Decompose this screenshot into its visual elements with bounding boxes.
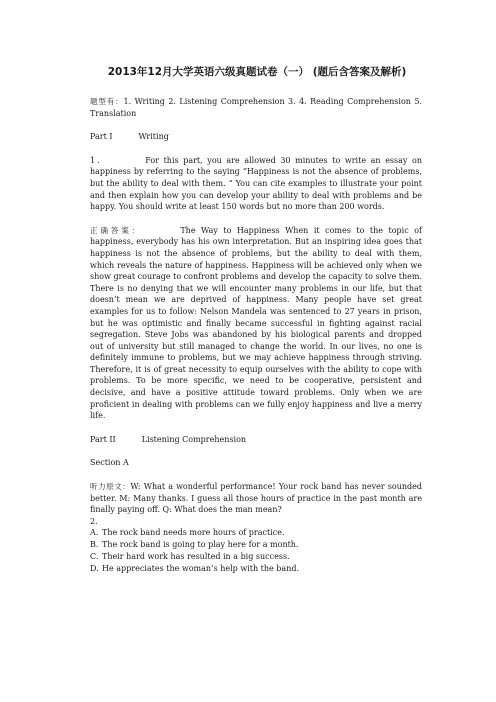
question-1 bbox=[90, 155, 422, 213]
question-types-label: 题型有： bbox=[90, 97, 124, 106]
part1-heading bbox=[90, 131, 422, 143]
question-types-text: 1. Writing 2. Listening Comprehension 3. 4. Reading Comprehension 5. Translation bbox=[90, 97, 423, 118]
option-d-letter: D． bbox=[90, 563, 105, 573]
listening-label: 听力原文： bbox=[90, 482, 131, 492]
part2-heading bbox=[90, 434, 422, 446]
question-1-number: 1． bbox=[90, 155, 108, 165]
answer-text: The Way to Happiness When it comes to the topic of happiness, everybody has his own interpretation. But an inspiring idea goes that happiness is not the absence of problems, but the ability to deal with them, which reveals the nature of happiness. Happiness will be achieved only when we show great courage to confront problems and develop the capacity to solve them. There is no denying that we will encounter many problems in our life, but that doesn’t mean we are deprived of happiness. Many people have set great examples for us to follow: Nelson Mandela was sentenced to 27 years in prison, but he was optimistic and finally became successful in fighting against racial segregation. Steve Jobs was abandoned by his biological parents and dropped out of university but still managed to change the world. In our lives, no one is definitely immune to problems, but we may achieve happiness through striving. Therefore, it is of great necessity to equip ourselves with the ability to cope with problems. To be more specific, we need to be cooperative, persistent and decisive, and have a positive attitude toward problems. Only when we are proficient in dealing with problems can we fully enjoy happiness and live a merry life. bbox=[90, 225, 422, 421]
option-a-text: The rock band needs more hours of practice. bbox=[102, 528, 285, 538]
document-title: 2013年12月大学英语六级真题试卷（一） (题后含答案及解析) bbox=[107, 66, 407, 78]
part2-title: Listening Comprehension bbox=[141, 434, 247, 444]
section-a-heading: Section A bbox=[90, 458, 129, 468]
part2-label: Part II bbox=[90, 434, 116, 444]
question-1-text: For this part, you are allowed 30 minutes to write an essay on happiness by referring to the saying “Happiness is not the absence of problems, but the ability to deal with them. “ You can cite examples to illustrate your point and then explain how you can develop your ability to deal with problems and be happy. You should write at least 150 words but no more than 200 words. bbox=[90, 155, 422, 212]
question-types-line bbox=[90, 96, 422, 119]
listening-transcript bbox=[90, 481, 422, 516]
part1-label: Part I bbox=[90, 132, 113, 142]
option-d[interactable] bbox=[90, 563, 422, 575]
option-b[interactable] bbox=[90, 539, 422, 551]
option-a[interactable] bbox=[90, 527, 422, 539]
option-d-text: He appreciates the woman’s help with the band. bbox=[102, 563, 300, 573]
option-a-letter: A． bbox=[90, 528, 104, 538]
listening-text: W: What a wonderful performance! Your rock band has never sounded better. M: Many thanks. I guess all those hours of practice in the past month are finally paying off. Q: What does the man mean? bbox=[90, 482, 422, 515]
option-c[interactable] bbox=[90, 551, 422, 563]
answer-block bbox=[90, 225, 422, 422]
option-c-text: Their hard work has resulted in a big success. bbox=[102, 552, 290, 561]
question-2-number: 2． bbox=[90, 516, 104, 526]
answer-label: 正确答案： bbox=[90, 225, 143, 235]
option-b-letter: B． bbox=[90, 540, 104, 550]
option-c-letter: C． bbox=[90, 552, 105, 561]
part1-title: Writing bbox=[138, 132, 169, 142]
option-b-text: The rock band is going to play here for a month. bbox=[102, 540, 299, 550]
question-2-options bbox=[90, 527, 422, 574]
